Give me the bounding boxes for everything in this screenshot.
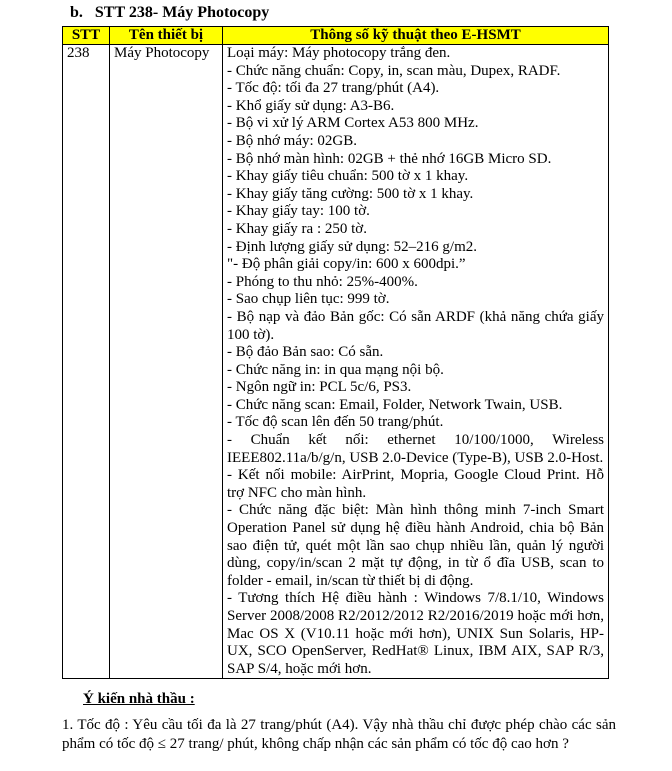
spec-line: - Khay giấy tiêu chuẩn: 500 tờ x 1 khay.	[227, 168, 469, 185]
spec-line: - Kết nối mobile: AirPrint, Mopria, Google Cloud Print. Hỗ trợ NFC cho màn hình.	[227, 467, 604, 501]
spec-line: - Bộ nạp và đảo Bản gốc: Có sẵn ARDF (khả năng chứa giấy 100 tờ).	[227, 308, 604, 343]
header-specs: Thông số kỹ thuật theo E-HSMT	[223, 27, 609, 45]
spec-line: - Bộ đảo Bản sao: Có sẵn.	[227, 344, 384, 361]
header-stt: STT	[63, 27, 110, 45]
header-device-name: Tên thiết bị	[110, 27, 223, 45]
spec-line: - Khay giấy tăng cường: 500 tờ x 1 khay.	[227, 185, 474, 202]
spec-line: - Bộ vi xử lý ARM Cortex A53 800 MHz.	[227, 115, 479, 132]
spec-line: Loại máy: Máy photocopy trắng đen.	[227, 45, 451, 61]
cell-device-name: Máy Photocopy	[110, 45, 223, 679]
spec-line: - Định lượng giấy sử dụng: 52–216 g/m2.	[227, 238, 478, 255]
spec-line: - Chức năng chuẩn: Copy, in, scan màu, Dupex, RADF.	[227, 62, 561, 79]
spec-line: - Khay giấy ra : 250 tờ.	[227, 220, 367, 237]
spec-line: - Chuẩn kết nối: ethernet 10/100/1000, Wireless IEEE802.11a/b/g/n, USB 2.0-Device (Type-B), USB 2.0-Host.	[227, 432, 604, 466]
section-title: STT 238- Máy Photocopy	[94, 4, 270, 21]
spec-line: - Ngôn ngữ in: PCL 5c/6, PS3.	[227, 379, 412, 396]
spec-line: - Phóng to thu nhỏ: 25%-400%.	[227, 273, 418, 290]
spec-line: - Chức năng đặc biệt: Màn hình thông minh 7-inch Smart Operation Panel sử dụng hệ điều hành Android, chia bộ Bản sao điện tử, quét một lần sao chụp nhiều lần, quản lý người dùng, copy/in/scan 2 mặt tự động, in từ ổ đĩa USB, scan to folder - email, in/scan từ thiết bị di động.	[227, 502, 604, 589]
spec-line: - Bộ nhớ màn hình: 02GB + thẻ nhớ 16GB Micro SD.	[227, 150, 552, 167]
section-label: b.	[70, 4, 83, 21]
cell-specs	[223, 45, 609, 679]
spec-line: - Bộ nhớ máy: 02GB.	[227, 132, 358, 149]
header-row	[63, 27, 609, 45]
spec-line: - Khổ giấy sử dụng: A3-B6.	[227, 97, 395, 114]
cell-stt: 238	[63, 45, 110, 679]
spec-line: - Chức năng in: in qua mạng nội bộ.	[227, 361, 444, 378]
spec-table	[62, 26, 609, 679]
table-row	[63, 45, 609, 679]
question-paragraph: 1. Tốc độ : Yêu cầu tối đa là 27 trang/phút (A4). Vậy nhà thầu chỉ được phép chào các sản phẩm có tốc độ ≤ 27 trang/ phút, không chấp nhận các sản phẩm có tốc độ cao hơn ?	[62, 717, 616, 752]
section-heading	[70, 3, 269, 23]
spec-line: - Tương thích Hệ điều hành : Windows 7/8.1/10, Windows Server 2008/2008 R2/2012/2012 R2/2016/2019 hoặc mới hơn, Mac OS X (V10.11 hoặc mới hơn), UNIX Sun Solaris, HP-UX, SCO OpenServer, RedHat® Linux, IBM AIX, SAP R/3, SAP S/4, hoặc mới hơn.	[227, 590, 604, 677]
spec-line: - Chức năng scan: Email, Folder, Network Twain, USB.	[227, 396, 563, 413]
spec-line: - Tốc độ: tối đa 27 trang/phút (A4).	[227, 80, 440, 97]
spec-line: - Khay giấy tay: 100 tờ.	[227, 203, 370, 220]
spec-line: - Sao chụp liên tục: 999 tờ.	[227, 291, 390, 308]
spec-line: "- Độ phân giải copy/in: 600 x 600dpi.”	[227, 256, 466, 273]
bidder-opinion-title: Ý kiến nhà thầu :	[83, 691, 195, 707]
spec-line: - Tốc độ scan lên đến 50 trang/phút.	[227, 414, 444, 431]
